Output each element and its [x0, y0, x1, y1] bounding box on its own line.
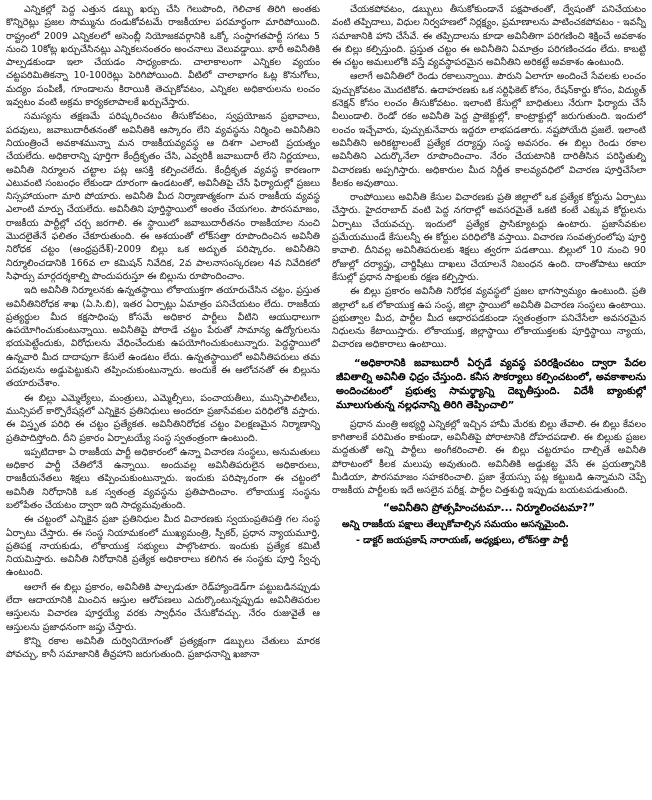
left-column — [6, 3, 320, 797]
paragraph: ఆలాగే అవినీతిలో రెండు రకాలున్నాయి. పౌరుని ఏలాగూ అందించే సేవలకు లంచం పుచ్చుకోవటం మొదటికోవ. ఉదాహరణకు ఒక సర్టిఫికెట్ కోసం, రేషన్‌కార్డు కోసం, విద్యుత్ కనెక్షన్ కోసం లంచం తీసుకోవటం. ఇలాంటి కేసుల్లో బాధితులు నేరుగా ఫిర్యాదు చేసే వీలుండాలి. రెండో రకం అవినీతి పెద్ద ప్రాజెక్టుల్లో, కాంట్రాక్టుల్లో జరుగుతుంది. ఇందులో లంచం ఇచ్చేవారు, పుచ్చుకునేవారు ఇద్దరూ లాభపడతారు. నష్టపోయేది ప్రజలే. ఇలాంటి అవినీతిని అరికట్టాలంటే ప్రత్యేక దర్యాప్తు సంస్థ అవసరం. ఈ బిల్లు రెండు రకాల అవినీతిని ఎదుర్కొనేలా రూపొందించాం. నేరం చేయటానికి దారితీసిన పరిస్థితుల్ని విచారణకు అప్పగిస్తారు. అధికారుల మీద నిర్ణీత కాలవ్యవధిలో విచారణ పూర్తిచేసేలా కీలకం అవుతాయి. — [332, 71, 646, 189]
closing-heading: “అవినీతిని ప్రోత్సహించటమా... నిర్మూలించటమా?” — [382, 501, 596, 514]
paragraph: ఇది అవినీతి నిర్మూలనకు ఉన్నతస్థాయి లోకాయుక్తగా తయారుచేసిన చట్టం. ప్రస్తుత అవినీతినిరోధక శాఖ (ఏ.సి.బి), ఇతర ఏర్పాట్లు ఏమాత్రం పనిచేయటం లేదు. రాజకీయ ప్రత్యర్థుల మీద కక్షసాధింపు కోసమే అధికార పార్టీలు వీటిని ఆయుధాలుగా ఉపయోగించుకుంటున్నాయి. అవినీతిపై పోరాడే చట్టం పేరుతో సామాన్య ఉద్యోగులను భయపెట్టేందుకు, విరోధులను వేధించేందుకు ఉపయోగించుకుంటున్నారు. పెద్దస్థాయిలో ఉన్నవారి మీద దాదాపుగా కేసులే ఉండటం లేదు. ఉన్నతస్థాయిలో అవినీతిపరులు తమ పదవులను అడ్డుపెట్టుకుని తప్పించుకుంటున్నారు. అందుకే ఈ ఆలోచనతో ఈ బిల్లును తయారుచేశాం. — [6, 285, 320, 390]
paragraph: ఆలాగే ఈ బిల్లు ప్రకారం, అవినీతికి పాల్పడుతూ రెడ్‌హ్యాండెడ్‌గా పట్టుబడినప్పుడు లేదా ఆదాయానికి మించిన ఆస్తుల ఆరోపణలు ఎదుర్కొంటున్నప్పుడు అవినీతిపరుల ఆస్తులను విచారణ పూర్తయ్యే వరకు స్వాధీనం చేసుకోవచ్చు. నేరం రుజువైతే ఆ ఆస్తులను ప్రజాధనంగా జప్తు చేస్తారు. — [6, 581, 320, 633]
paragraph: ఈ బిల్లు ఎమ్మెల్యేలు, మంత్రులు, ఎమ్మెల్సీలు, పంచాయతీలు, మున్సిపాలిటీలు, మున్సిపల్ కార్పొరేషన్లలో ఎన్నికైన ప్రతినిధులు అందరూ ప్రజాసేవకుల పరిధిలోకి వస్తారు. ఈ విస్తృత పరిధి ఈ చట్టం ప్రత్యేకత. అవినీతినిరోధక చట్టం విలక్షణమైన నిర్మాణాన్ని ప్రతిపాదిస్తోంది. దీని ప్రకారం ఏర్పాటయ్యే సంస్థ స్వతంత్రంగా ఉంటుంది. — [6, 392, 320, 444]
paragraph: ప్రధాన మంత్రి అభ్యర్థి ఎన్నికల్లో ఇచ్చిన హామీ మేరకు బిల్లు తేవాలి. ఈ బిల్లు కేవలం కాగితాలకే పరిమితం కాకుండా, అవినీతిపై పోరాటానికి దోహదపడాలి. ఈ బిల్లుకు ప్రజల మద్దతుతో అన్ని పార్టీలు అంగీకరించాలి. ఈ బిల్లు చట్టరూపం దాల్చితే అవినీతి పోరాటంలో కీలక మలుపు అవుతుంది. అవినీతికి అడ్డుకట్ట వేసే ఈ ప్రయత్నానికి మీడియా, పౌరసమాజం సహకరించాలి. ప్రజా శ్రేయస్సు పట్ల కట్టుబడి ఉన్నామని చెప్పే రాజకీయ పార్టీలకు ఇదే అసలైన పరీక్ష. పార్టీల చిత్తశుద్ధి ఇప్పుడు బయటపడుతుంది. — [332, 418, 646, 497]
closing-line: అన్ని రాజకీయ పక్షాలు తేల్చుకోవాల్సిన సమయం ఆసన్నమైంది. — [342, 518, 569, 530]
paragraph: ఈ చట్టంలో ఎన్నికైన ప్రజా ప్రతినిధుల మీద విచారణకు స్వయంప్రతిపత్తి గల సంస్థ ఏర్పాటు చేస్తారు. ఈ సంస్థ నియామకంలో ముఖ్యమంత్రి, స్పీకర్, ప్రధాన న్యాయమూర్తి, ప్రతిపక్ష నాయకుడు, లోకాయుక్త సభ్యులు పాల్గొంటారు. ఇందుకు ప్రత్యేక కమిటీ నియమిస్తారు. అవినీతి నిరోధానికి ప్రత్యేక అధికారాలు కలిగిన ఈ సంస్థకు పూర్తి స్వేచ్ఛ ఉంటుంది. — [6, 514, 320, 579]
paragraph: ఈ బిల్లు ప్రకారం అవినీతి నిరోధక వ్యవస్థలో ప్రజల భాగస్వామ్యం ఉంటుంది. ప్రతి జిల్లాలో ఒక లోకాయుక్త ఉప సంస్థ, జిల్లా స్థాయిలో అవినీతి విచారణ సంస్థలు ఉంటాయి. ప్రభుత్వాల మీద, పార్టీల మీద ఆధారపడకుండా స్వతంత్రంగా పనిచేసేలా అవసరమైన నిధులను కేటాయిస్తారు. లోకాయుక్త, జిల్లాస్థాయి లోకాయుక్తలకు పూర్తిస్థాయి న్యాయ, విచారణ అధికారాలు ఉంటాయి. — [332, 286, 646, 351]
paragraph: ఇప్పటిదాకా ఏ రాజకీయ పార్టీ అధికారంలో ఉన్నా విచారణ సంస్థలు, అనుమతులు అధికార పార్టీ చేతిలోనే ఉన్నాయి. అందువల్ల అవినీతిపరులైన అధికారులు, రాజకీయనేతలు శిక్షలు తప్పించుకుంటున్నారు. ఇందుకు పరిష్కారంగా ఈ చట్టంలో అవినీతి నిరోధానికి ఒక స్వతంత్ర వ్యవస్థను ప్రతిపాదించాం. లోకాయుక్త సంస్థను బలోపేతం చేయటం ద్వారా ఇది సాధ్యమవుతుంది. — [6, 446, 320, 511]
right-column — [332, 3, 646, 797]
paragraph: ఎన్నికల్లో పెద్ద ఎత్తున డబ్బు ఖర్చు చేసి గెలుపొంది, గెలిచాక తిరిగి అంతకు కొన్నిరెట్లు ప్రజల సొమ్మును దండుకోవటమే రాజకీయాల పరమార్థంగా మారిపోయింది. రాష్ట్రంలో 2009 ఎన్నికలలో అసెంబ్లీ నియోజకవర్గానికి ఒక్కో సంస్థాగతపార్టీ సగటు 5 నుంచి 10కోట్ల ఖర్చుచేసినట్లు ఎన్నికలనంతరం అంచనాలు వెలువడ్డాయి. భారీ అవినీతికి పాల్పడకుండా ఇలా చేయడం సాధ్యంకాదు. చాలాకాలంగా ఎన్నికల వ్యయం చట్టపరిమితికన్నా 10-100రెట్లు పెరిగిపోయింది. వీటిలో చాలాభాగం ఓట్ల కొనుగోలు, మద్యం పంపిణీ, గూండాలను కిరాయికి తెచ్చుకోవటం, ఎన్నికల అధికారులను లంచం ఇవ్వటం వంటి అక్రమ కార్యకలాపాలకే ఖర్చుచేస్తారు. — [6, 4, 320, 109]
paragraph: సమస్యను తక్షణమే పరిష్కరించటం తీసుకోవటం, స్వప్రయోజన ప్రభావాలు, పదవులు, జవాబుదారీతనంతో అవినీతికి ఆస్కారం లేని వ్యవస్థను నిర్మించి అవినీతిని నియంత్రించే అవకాశమున్నా మన రాజకీయవ్యవస్థ ఆ దిశగా ఎలాంటి ప్రయత్నం చేయలేదు. అధికారాన్ని పూర్తిగా కేంద్రీకృతం చేసి, ఎవ్వరికీ జవాబుదారీ లేని నిర్ణయాలు, అవినీతి నిర్మూలన చట్టాల పట్ల ఆసక్తి కల్పించలేదు. కేంద్రీకృత వ్యవస్థ కారణంగా ఎటువంటి సంబంధం లేకుండా దూరంగా ఉండటంతో, అవినీతిపై చేసే ఫిర్యాదుల్లో ప్రజలు నిస్సహాయంగా మారి పోయారు. అవినీతి మీద నిర్మాణాత్మకంగా మన రాజకీయ వ్యవస్థ ఎలాంటి మార్పు చేయలేదు. అవినీతిని పూర్తిస్థాయిలో అంతం చేయగలం. పౌరసమాజం, రాజకీయ పార్టీల్లో చర్చ జరగాలి. ఈ స్థాయిలో జవాబుదారీతనం రాజకీయాల నుంచి మొదలైతేనే ఫలితం చేకూరుతుంది. ఈ ఆశయంతో లోక్‌సత్తా రూపొందించిన అవినీతి నిరోధక చట్టం (ఆంధ్రప్రదేశ్)-2009 బిల్లు ఒక అద్భుత పరిష్కారం. అవినీతిని నిర్మూలించడానికి 166వ లా కమిషన్ నివేదిక, 2వ పాలనాసంస్కరణల 4వ నివేదికలో సిఫార్సు మార్గదర్శకాల్ని పొందుపరుస్తూ ఈ బిల్లును రూపొందించాం. — [6, 111, 320, 282]
author-byline: - డాక్టర్ జయప్రకాష్ నారాయణ్, అధ్యక్షులు, లోక్‌సత్తా పార్టీ — [356, 535, 569, 547]
paragraph: కొన్ని రకాల అవినీతి దుర్వినియోగంతో ప్రత్యక్షంగా డబ్బులు చేతులు మారక పోవచ్చు, కానీ సమాజానికి తీవ్రహాని జరుగుతుంది. ప్రజాధనాన్ని ఖజానా — [6, 635, 320, 661]
paragraph: చేయకపోవటం, డబ్బులు తీసుకోకుండానే పక్షపాతంతో, ద్వేషంతో పనిచేయటం వంటి తప్పిదాలు, విధుల నిర్వహణలో నిర్లక్ష్యం, ప్రమాణాలను పాటించకపోవటం - ఇవన్నీ సమాజానికి హాని చేసేవే. ఈ తప్పిదాలను కూడా అవినీతిగా పరిగణించి శిక్షించే అవకాశం ఈ బిల్లు కల్పిస్తుంది. ప్రస్తుత చట్టం ఈ అవినీతిని ఏమాత్రం పరిగణించడం లేదు. కాబట్టి ఈ చట్టం అమలులోకి వస్తే వ్యవస్థాపరమైన అవినీతిని అరికట్టే అవకాశం ఉంటుంది. — [332, 4, 646, 69]
paragraph: రాంపోయిలు అవినీతి కేసుల విచారణకు ప్రతి జిల్లాలో ఒక ప్రత్యేక కోర్టును ఏర్పాటు చేస్తారు. హైదరాబాద్ వంటి పెద్ద నగరాల్లో అవసరమైతే ఒకటి కంటే ఎక్కువ కోర్టులను ఏర్పాటు చేయవచ్చు. ఇందులో ప్రత్యేక ప్రాసిక్యూటర్లు ఉంటారు. ప్రజాసేవకుల ప్రమేయముండే కేసులన్నీ ఈ కోర్టుల పరిధిలోకి వస్తాయి. విచారణ సంవత్సరంలోపు పూర్తి కావాలి. దీనివల్ల అవినీతిపరులకు శిక్షలు త్వరగా పడతాయి. బిల్లులో 10 నుంచి 90 రోజుల్లో దర్యాప్తు, చార్జిషీటు దాఖలు చేయాలనే నిబంధన ఉంది. దాంతోపాటు ఆయా కేసుల్లో ప్రధాన సాక్షులకు రక్షణ కల్పిస్తారు. — [332, 192, 646, 283]
pull-quote: “అధికారానికి జవాబుదారీ ఏర్పడే వ్యవస్థ పరిరక్షించటం ద్వారా పేదల జీవితాల్ని అవినీతి ఛిద్రం చేస్తుంది. కనీస సౌకర్యాలు కల్పించటంలో, అవకాశాలను అందించటంలో ప్రభుత్వ సామర్థ్యాన్ని దెబ్బతీస్తుంది. విదేశీ బ్యాంకుల్లో మూలుగుతున్న నల్లధనాన్ని తిరిగి తెప్పించాలి” — [336, 357, 646, 411]
